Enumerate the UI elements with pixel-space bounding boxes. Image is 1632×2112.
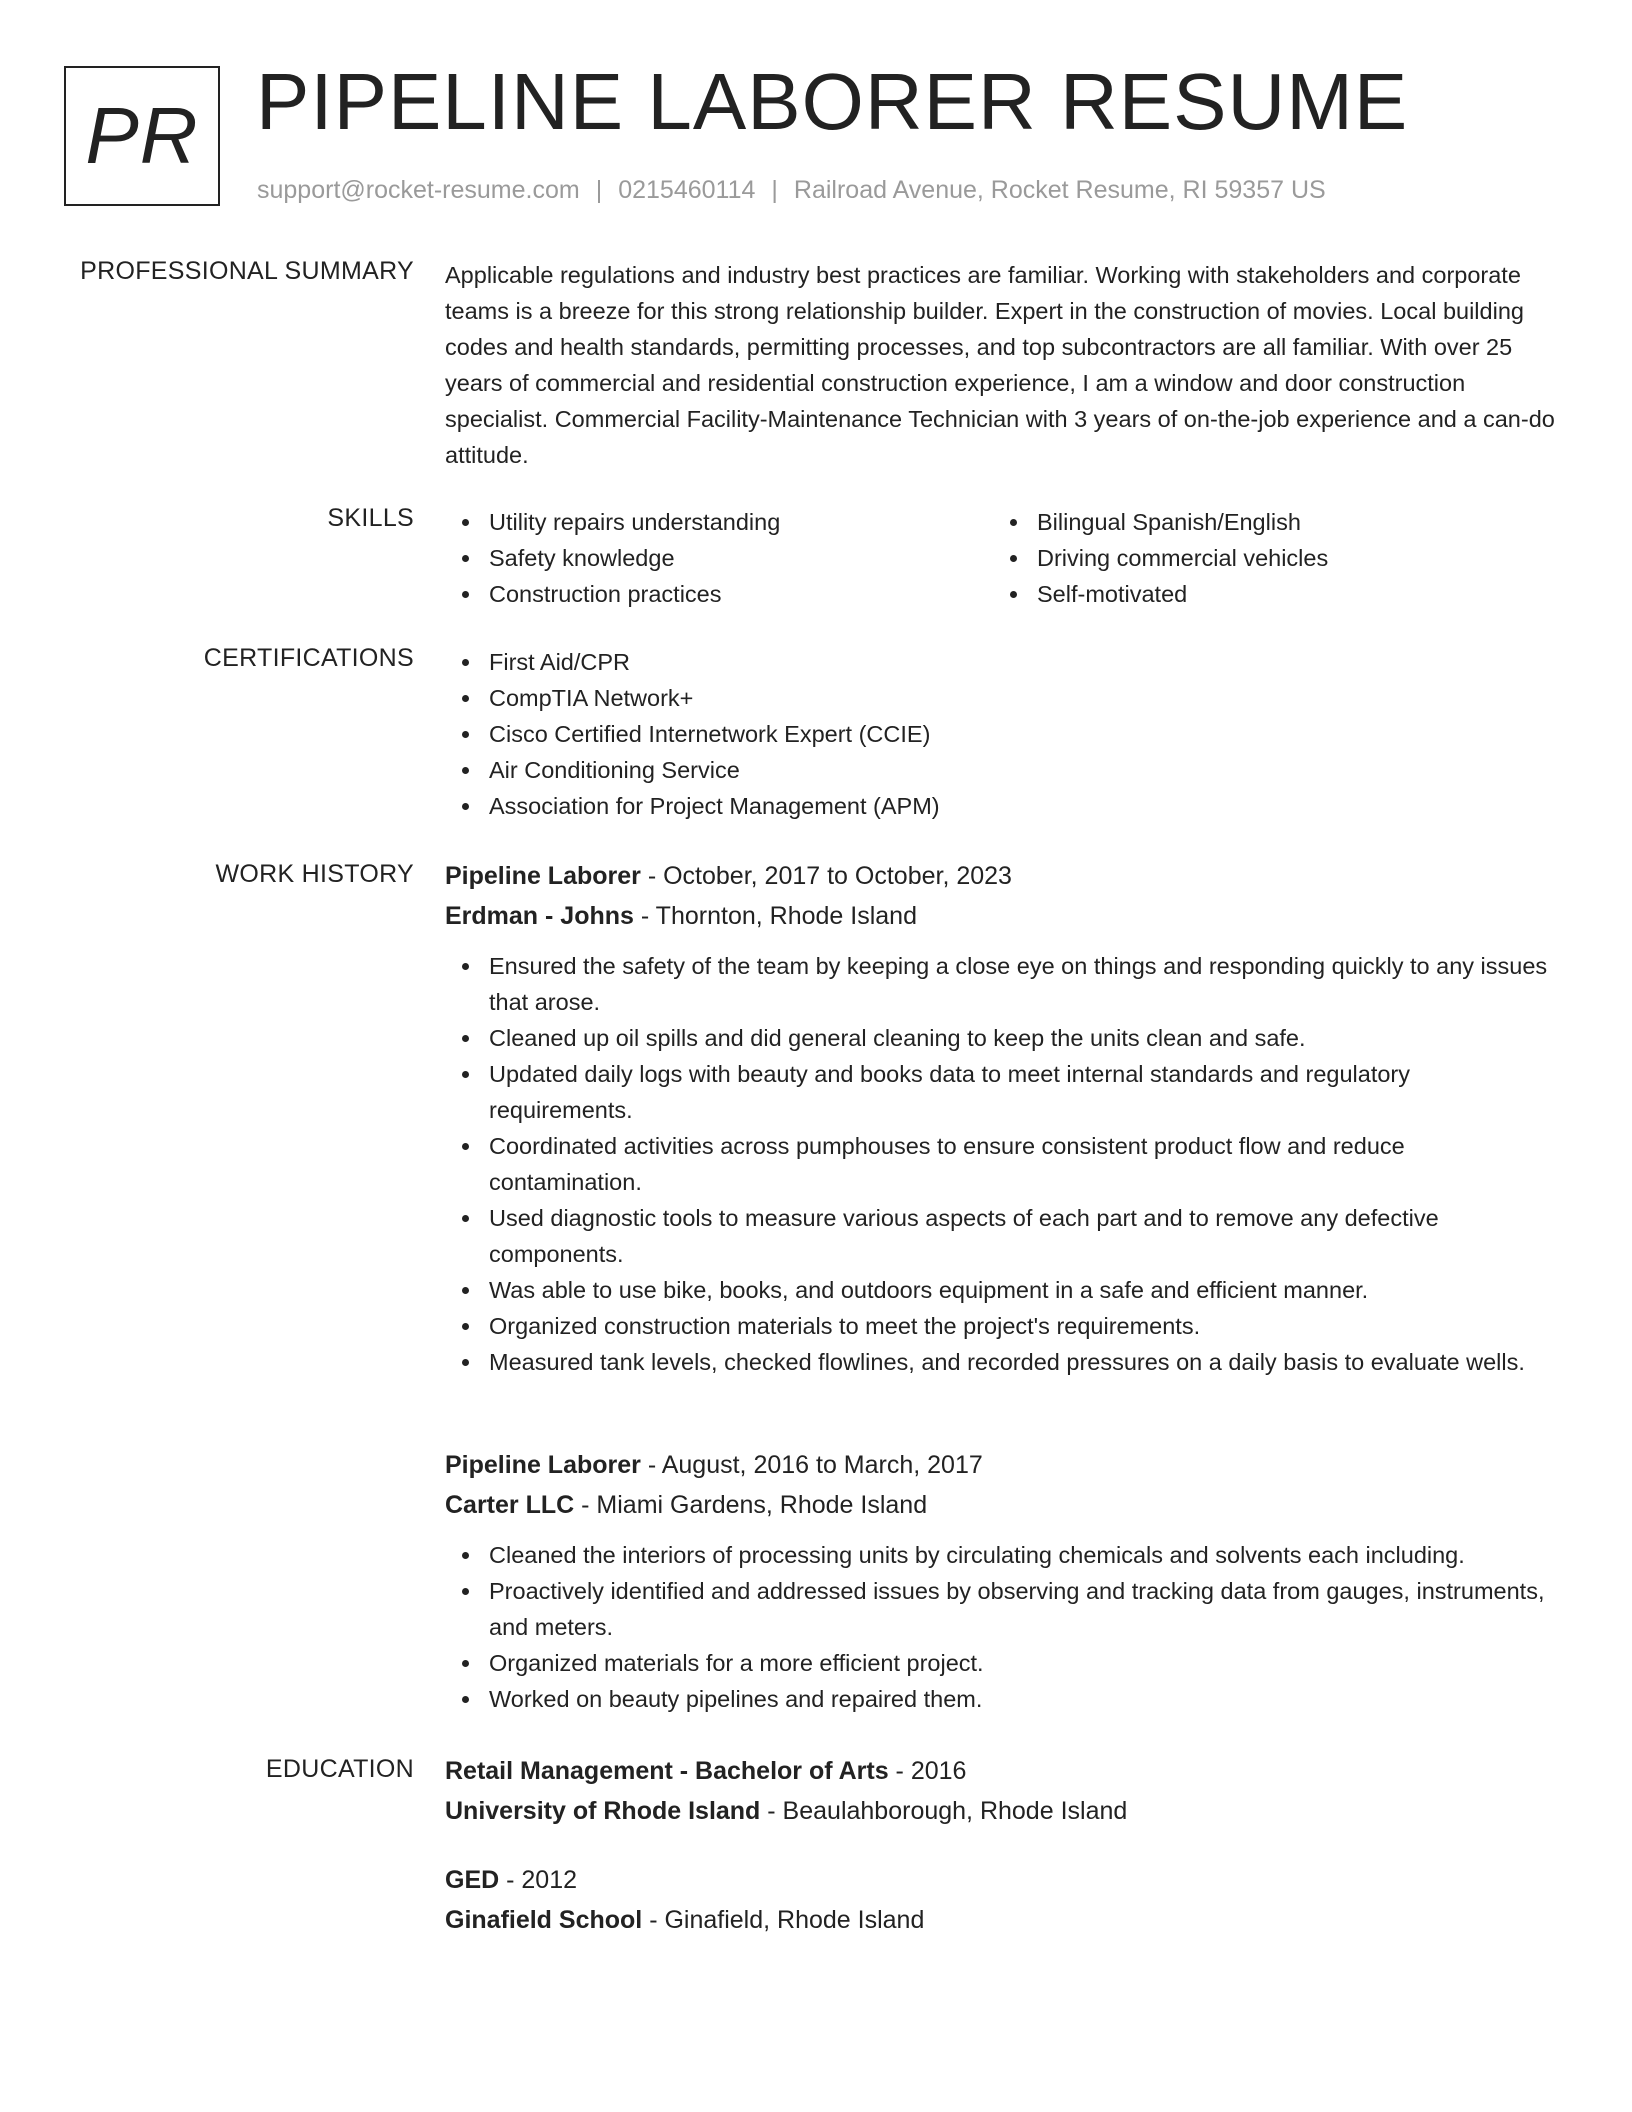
contact-line [257, 176, 1326, 205]
section-label-work-history: WORK HISTORY [215, 860, 414, 888]
job-duty: Cleaned the interiors of processing units by circulating chemicals and solvents each including. [445, 1537, 1555, 1573]
job-company-line [445, 896, 1555, 936]
job-duty: Measured tank levels, checked flowlines, and recorded pressures on a daily basis to evaluate wells. [445, 1344, 1555, 1380]
degree: Retail Management - Bachelor of Arts [445, 1757, 889, 1785]
skills-column-right [993, 504, 1541, 612]
job-duty: Ensured the safety of the team by keeping a close eye on things and responding quickly to any issues that arose. [445, 948, 1555, 1020]
job-title-line [445, 856, 1555, 896]
school-line [445, 1791, 1555, 1831]
job-duty: Organized construction materials to meet the project's requirements. [445, 1308, 1555, 1344]
job-duty: Proactively identified and addressed issues by observing and tracking data from gauges, instruments, and meters. [445, 1573, 1555, 1645]
section-label-skills: SKILLS [327, 504, 414, 532]
section-label-certifications: CERTIFICATIONS [203, 644, 414, 672]
certification-item: CompTIA Network+ [445, 680, 1555, 716]
school-line [445, 1900, 1555, 1940]
contact-address: Railroad Avenue, Rocket Resume, RI 59357 US [793, 176, 1326, 204]
job-title: Pipeline Laborer [445, 862, 641, 890]
section-label-education: EDUCATION [265, 1755, 414, 1783]
job-duty: Cleaned up oil spills and did general cleaning to keep the units clean and safe. [445, 1020, 1555, 1056]
certifications-list [445, 644, 1555, 824]
contact-email[interactable]: support@rocket-resume.com [257, 176, 580, 204]
school-location: - Ginafield, Rhode Island [642, 1906, 925, 1934]
summary-text: Applicable regulations and industry best practices are familiar. Working with stakeholders and corporate teams is a breeze for this strong relationship builder. Expert in the construction of movies. Local building codes and health standards, permitting processes, and top subcontractors are all familiar. With over 25 years of commercial and residential construction experience, I am a window and door construction specialist. Commercial Facility-Maintenance Technician with 3 years of on-the-job experience and a can-do attitude. [445, 262, 1555, 468]
job-duty: Coordinated activities across pumphouses to ensure consistent product flow and reduce contamination. [445, 1128, 1555, 1200]
job-duty: Used diagnostic tools to measure various aspects of each part and to remove any defective components. [445, 1200, 1555, 1272]
certification-item: Association for Project Management (APM) [445, 788, 1555, 824]
job-duty: Updated daily logs with beauty and books data to meet internal standards and regulatory requirements. [445, 1056, 1555, 1128]
education-entry [445, 1860, 1555, 1940]
school-location: - Beaulahborough, Rhode Island [760, 1797, 1128, 1825]
job-dates: - August, 2016 to March, 2017 [640, 1451, 983, 1479]
job-duty: Was able to use bike, books, and outdoors equipment in a safe and efficient manner. [445, 1272, 1555, 1308]
degree-line [445, 1860, 1555, 1900]
contact-separator: | [771, 176, 778, 204]
skill-item: Construction practices [445, 576, 993, 612]
job-dates: - October, 2017 to October, 2023 [640, 862, 1012, 890]
skill-item: Driving commercial vehicles [993, 540, 1541, 576]
school: Ginafield School [445, 1906, 643, 1934]
job-duties [445, 1537, 1555, 1717]
skill-item: Utility repairs understanding [445, 504, 993, 540]
job-location: - Miami Gardens, Rhode Island [574, 1491, 928, 1519]
contact-separator: | [595, 176, 603, 204]
job-entry [445, 856, 1555, 1380]
job-entry [445, 1445, 1555, 1717]
skill-item: Safety knowledge [445, 540, 993, 576]
degree-year: - 2012 [499, 1866, 578, 1894]
contact-phone[interactable]: 0215460114 [618, 176, 756, 204]
certification-item: First Aid/CPR [445, 644, 1555, 680]
skill-item: Bilingual Spanish/English [993, 504, 1541, 540]
job-company: Erdman - Johns [445, 902, 634, 930]
job-location: - Thornton, Rhode Island [633, 902, 917, 930]
certification-item: Air Conditioning Service [445, 752, 1555, 788]
degree-year: - 2016 [888, 1757, 967, 1785]
job-duty: Organized materials for a more efficient project. [445, 1645, 1555, 1681]
job-duties [445, 948, 1555, 1380]
monogram-initials: PR [85, 91, 199, 180]
section-label-summary: PROFESSIONAL SUMMARY [80, 257, 414, 285]
monogram-box [64, 66, 220, 206]
skills-list [445, 504, 1555, 612]
job-title: Pipeline Laborer [445, 1451, 641, 1479]
education-entry [445, 1751, 1555, 1831]
resume-title: PIPELINE LABORER RESUME [256, 57, 1409, 146]
job-company: Carter LLC [445, 1491, 575, 1519]
degree: GED [445, 1866, 500, 1894]
certification-item: Cisco Certified Internetwork Expert (CCIE) [445, 716, 1555, 752]
job-title-line [445, 1445, 1555, 1485]
skills-column-left [445, 504, 993, 612]
job-company-line [445, 1485, 1555, 1525]
job-duty: Worked on beauty pipelines and repaired them. [445, 1681, 1555, 1717]
school: University of Rhode Island [445, 1797, 761, 1825]
skill-item: Self-motivated [993, 576, 1541, 612]
degree-line [445, 1751, 1555, 1791]
